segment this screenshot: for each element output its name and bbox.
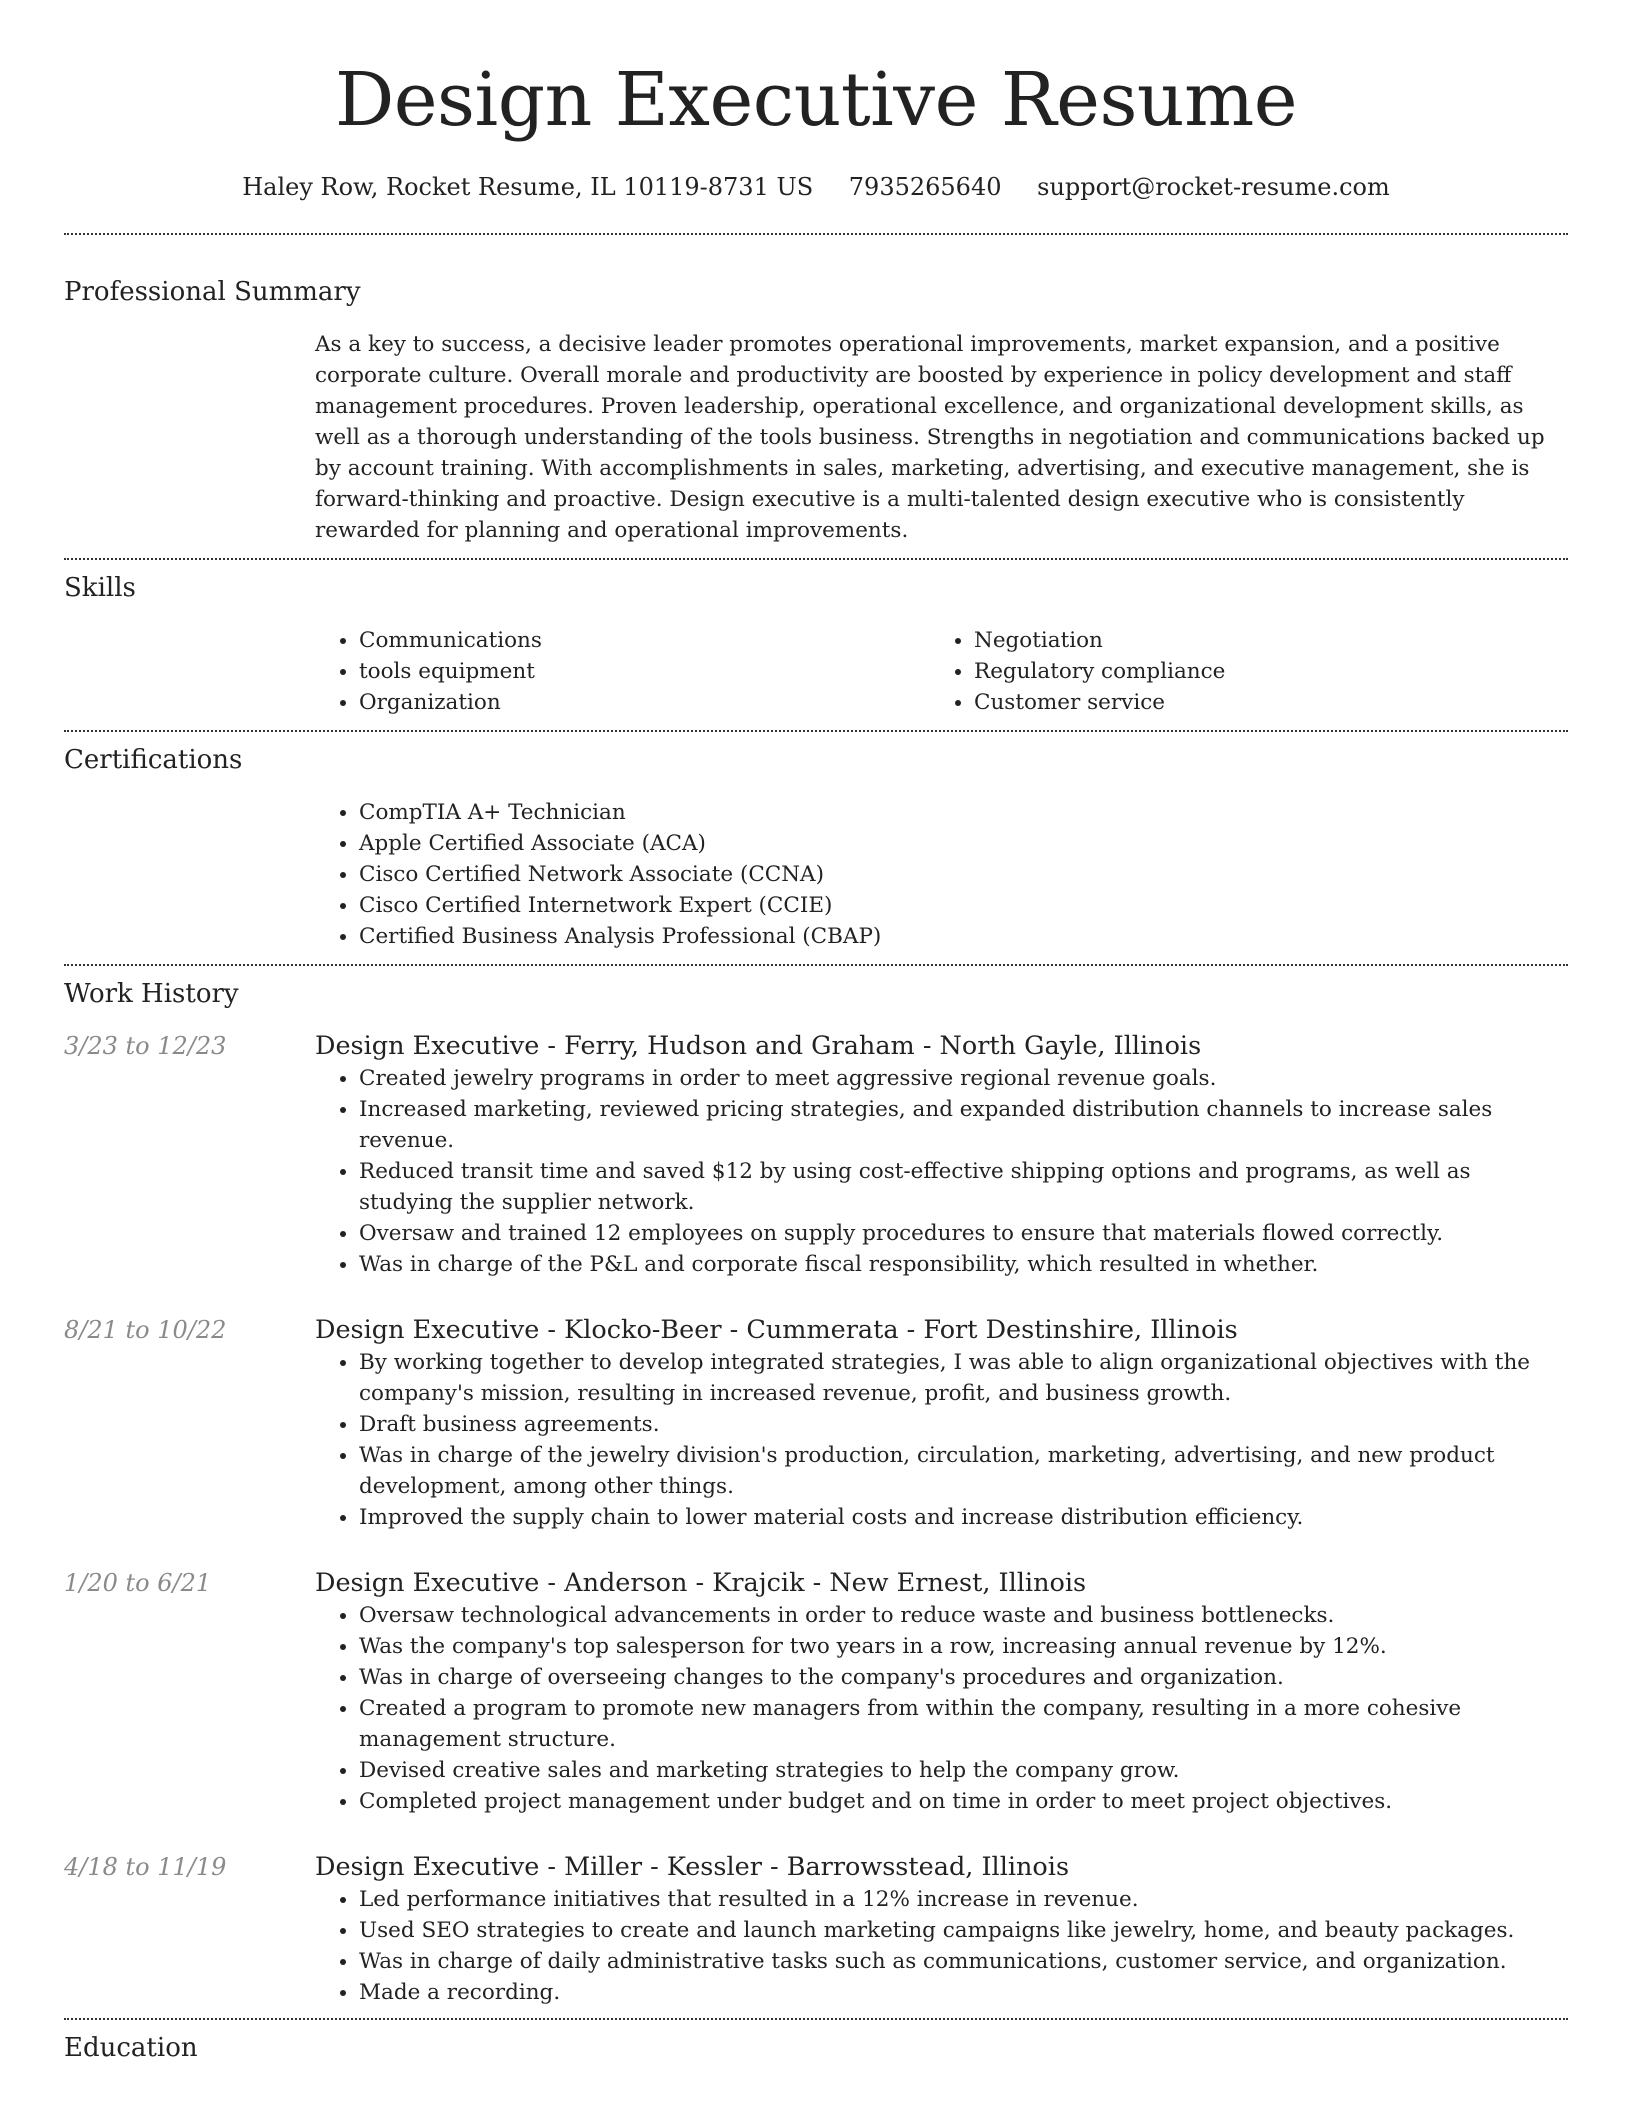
contact-address: Haley Row, Rocket Resume, IL 10119-8731 US — [242, 173, 814, 201]
skill-item: • tools equipment — [359, 656, 930, 687]
certifications-list — [315, 797, 1568, 952]
job-entry — [64, 1313, 1568, 1533]
job-bullet: • Completed project management under budget and on time in order to meet project objectives. — [359, 1786, 1568, 1817]
skill-item: • Regulatory compliance — [974, 656, 1545, 687]
job-bullet: • Used SEO strategies to create and launch marketing campaigns like jewelry, home, and beauty packages. — [359, 1915, 1568, 1946]
job-bullet: • Improved the supply chain to lower material costs and increase distribution efficiency. — [359, 1502, 1568, 1533]
job-bullet: • Led performance initiatives that resulted in a 12% increase in revenue. — [359, 1884, 1568, 1915]
contact-line — [64, 171, 1568, 203]
contact-phone: 7935265640 — [848, 173, 1002, 201]
divider — [64, 2018, 1568, 2020]
job-title: Design Executive - Ferry, Hudson and Graham - North Gayle, Illinois — [315, 1031, 1202, 1061]
job-bullet: • Made a recording. — [359, 1977, 1568, 2008]
work-history-heading: Work History — [64, 979, 239, 1009]
job-body — [315, 1850, 1568, 2008]
job-bullet: • Was in charge of the P&L and corporate fiscal responsibility, which resulted in whether. — [359, 1249, 1568, 1280]
skills-column-right — [930, 625, 1545, 718]
skills-section — [64, 571, 1568, 718]
job-bullet: • Oversaw and trained 12 employees on supply procedures to ensure that materials flowed correctly. — [359, 1218, 1568, 1249]
job-entry — [64, 1566, 1568, 1817]
job-bullet: • Draft business agreements. — [359, 1409, 1568, 1440]
job-body — [315, 1029, 1568, 1280]
certification-item: • Cisco Certified Network Associate (CCNA) — [359, 859, 1568, 890]
summary-text: As a key to success, a decisive leader promotes operational improvements, market expansion, and a positive corporate culture. Overall morale and productivity are boosted by experience in policy development and staff management procedures. Proven leadership, operational excellence, and organizational development skills, as well as a thorough understanding of the tools business. Strengths in negotiation and communications backed up by account training. With accomplishments in sales, marketing, advertising, and executive management, she is forward-thinking and proactive. Design executive is a multi-talented design executive who is consistently rewarded for planning and operational improvements. — [315, 332, 1545, 543]
job-bullet: • Increased marketing, reviewed pricing strategies, and expanded distribution channels to increase sales revenue. — [359, 1094, 1568, 1156]
job-title: Design Executive - Miller - Kessler - Barrowsstead, Illinois — [315, 1852, 1070, 1882]
skill-item: • Communications — [359, 625, 930, 656]
job-body — [315, 1313, 1568, 1533]
divider — [64, 233, 1568, 235]
resume-title: Design Executive Resume — [334, 57, 1298, 143]
divider — [64, 730, 1568, 732]
job-bullet: • Was the company's top salesperson for two years in a row, increasing annual revenue by 12%. — [359, 1631, 1568, 1662]
summary-section — [64, 275, 1568, 546]
certification-item: • Cisco Certified Internetwork Expert (CCIE) — [359, 890, 1568, 921]
job-bullet: • Was in charge of the jewelry division's production, circulation, marketing, advertising, and new product development, among other things. — [359, 1440, 1568, 1502]
divider — [64, 964, 1568, 966]
skills-heading: Skills — [64, 573, 136, 603]
divider — [64, 558, 1568, 560]
skills-column-left — [315, 625, 930, 718]
job-bullets — [315, 1347, 1568, 1533]
job-bullet: • Oversaw technological advancements in order to reduce waste and business bottlenecks. — [359, 1600, 1568, 1631]
job-dates: 3/23 to 12/23 — [64, 1032, 227, 1060]
skill-item: • Negotiation — [974, 625, 1545, 656]
work-history-section — [64, 977, 1568, 2008]
certifications-heading: Certifications — [64, 745, 243, 775]
job-bullets — [315, 1600, 1568, 1817]
job-dates: 8/21 to 10/22 — [64, 1316, 227, 1344]
job-title: Design Executive - Klocko-Beer - Cummerata - Fort Destinshire, Illinois — [315, 1315, 1238, 1345]
skill-item: • Customer service — [974, 687, 1545, 718]
job-bullet: • Created jewelry programs in order to meet aggressive regional revenue goals. — [359, 1063, 1568, 1094]
contact-email: support@rocket-resume.com — [1037, 173, 1390, 201]
job-bullets — [315, 1063, 1568, 1280]
certification-item: • Certified Business Analysis Professional (CBAP) — [359, 921, 1568, 952]
job-dates: 1/20 to 6/21 — [64, 1569, 212, 1597]
job-bullet: • Devised creative sales and marketing strategies to help the company grow. — [359, 1755, 1568, 1786]
education-heading: Education — [64, 2033, 198, 2063]
skill-item: • Organization — [359, 687, 930, 718]
job-body — [315, 1566, 1568, 1817]
job-entry — [64, 1850, 1568, 2008]
skills-grid — [315, 625, 1568, 718]
certification-item: • Apple Certified Associate (ACA) — [359, 828, 1568, 859]
summary-heading: Professional Summary — [64, 277, 361, 307]
job-bullet: • Was in charge of overseeing changes to the company's procedures and organization. — [359, 1662, 1568, 1693]
job-entry — [64, 1029, 1568, 1280]
resume-page — [64, 0, 1568, 2065]
job-bullet: • Created a program to promote new managers from within the company, resulting in a more cohesive management structure. — [359, 1693, 1568, 1755]
certification-item: • CompTIA A+ Technician — [359, 797, 1568, 828]
certifications-section — [64, 743, 1568, 952]
job-title: Design Executive - Anderson - Krajcik - New Ernest, Illinois — [315, 1568, 1087, 1598]
job-bullet: • Was in charge of daily administrative tasks such as communications, customer service, and organization. — [359, 1946, 1568, 1977]
job-bullet: • Reduced transit time and saved $12 by using cost-effective shipping options and programs, as well as studying the supplier network. — [359, 1156, 1568, 1218]
job-bullets — [315, 1884, 1568, 2008]
job-dates: 4/18 to 11/19 — [64, 1853, 227, 1881]
job-bullet: • By working together to develop integrated strategies, I was able to align organizational objectives with the company's mission, resulting in increased revenue, profit, and business growth. — [359, 1347, 1568, 1409]
